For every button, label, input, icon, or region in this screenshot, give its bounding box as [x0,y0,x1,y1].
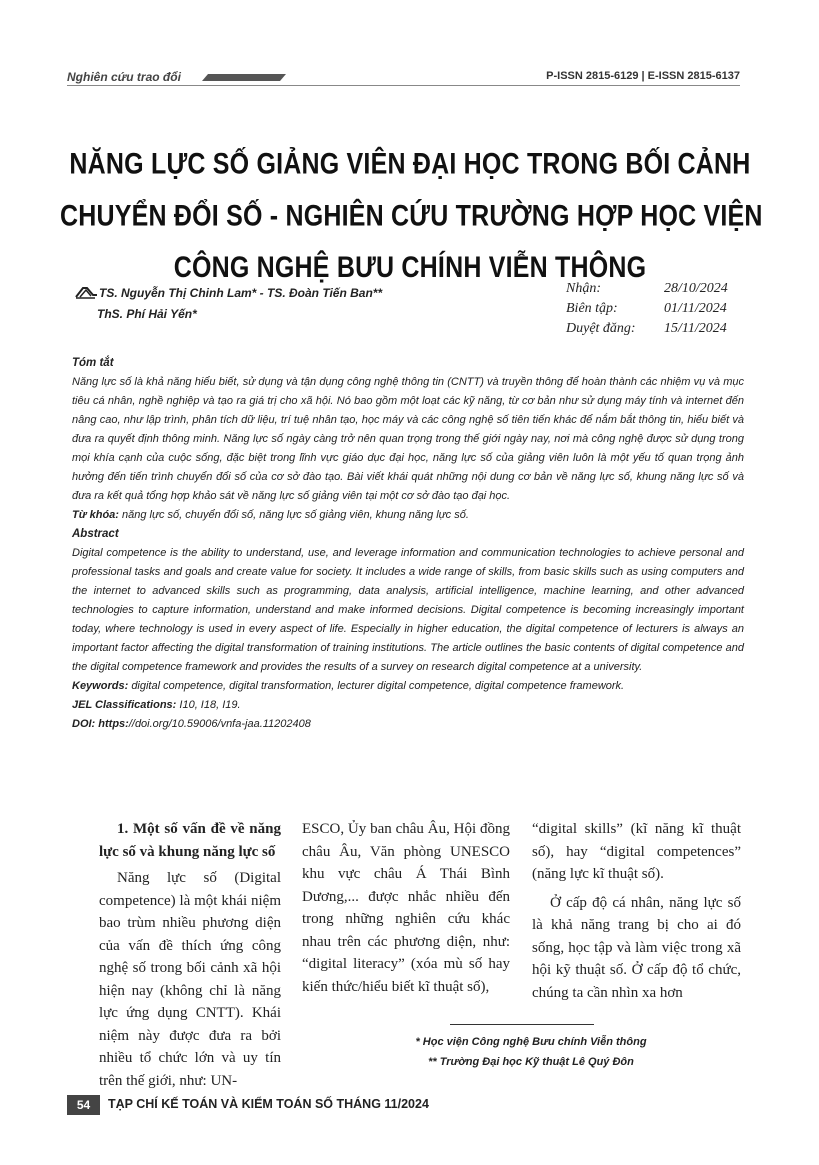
jel-classifications: JEL Classifications: I10, I18, I19. [72,699,241,711]
body-column-1 [99,818,281,1092]
doi: DOI: https://doi.org/10.59006/vnfa-jaa.11202408 [72,718,311,730]
footnote-1: * Học viện Công nghệ Bưu chính Viễn thông [415,1036,647,1048]
author-line-1: TS. Nguyễn Thị Chinh Lam* - TS. Đoàn Tiến Ban** [99,286,383,300]
date-edited: Biên tập: 01/11/2024 [566,301,727,316]
keywords-en: Keywords: digital competence, digital transformation, lecturer digital competence, digital competence framework. [72,680,625,692]
date-received: Nhận: 28/10/2024 [566,281,728,296]
date-approved: Duyệt đăng: 15/11/2024 [566,321,727,336]
body-paragraph: Ở cấp độ cá nhân, năng lực số là khả năng trang bị cho ai đó sống, học tập và làm việc trong xã hội kỹ thuật số. Ở cấp độ tổ chức, chúng ta cần nhìn xa hơn [532,894,741,1001]
abstract-vi-heading: Tóm tắt [72,357,114,369]
section-label: Nghiên cứu trao đổi [67,70,181,84]
body-column-2 [302,818,510,998]
header-rule [67,85,740,86]
footnote-rule [450,1024,594,1025]
keywords-vi: Từ khóa: năng lực số, chuyển đổi số, năng lực số giảng viên, khung năng lực số. [72,509,469,521]
pen-icon [75,285,99,299]
article-title [60,138,763,294]
issn-label: P-ISSN 2815-6129 | E-ISSN 2815-6137 [546,70,740,82]
body-paragraph: ESCO, Ủy ban châu Âu, Hội đồng châu Âu, Văn phòng UNESCO khu vực châu Á Thái Bình Dương,... được nhắc nhiều đến trong những nghiên cứu khác nhau trên các phương diện, như: “digital literacy” (xóa mù số hay kiến thức/hiểu biết kĩ thuật số), [302,821,510,995]
author-line-2: ThS. Phí Hải Yến* [97,307,197,321]
abstract-en-heading: Abstract [72,528,119,540]
footnote-2: ** Trường Đại học Kỹ thuật Lê Quý Đôn [428,1056,634,1068]
body-column-3 [532,818,741,1004]
footnotes [386,1032,676,1072]
page-number: 54 [67,1095,100,1115]
title-line-3: CÔNG NGHỆ BƯU CHÍNH VIỄN THÔNG [173,251,647,285]
section-heading: 1. Một số vấn đề về năng lực số và khung năng lực số [99,821,281,860]
author-block [75,283,382,325]
title-line-1: NĂNG LỰC SỐ GIẢNG VIÊN ĐẠI HỌC TRONG BỐI CẢNH [69,147,751,181]
date-block [566,279,728,339]
abstract-en-text: Digital competence is the ability to understand, use, and leverage information and communication technologies to achieve personal and professional tasks and goals and create value for society. It includes a wide range of skills, from basic skills such as using computers and the internet to advanced skills such as programming, data analysis, artificial intelligence, machine learning, and other advanced technologies to capture information, understand and make informed decisions. Digital competence is becoming increasingly important today, where technology is used in every aspect of life. Especially in higher education, the digital competence of lecturers is always an important factor affecting the digital transformation of training institutions. The article outlines the basic contents of digital competence and the digital competence framework and provides the results of a survey on research digital competence at a university. [72,547,744,673]
abstract-vi-text: Năng lực số là khả năng hiểu biết, sử dụng và tận dụng công nghệ thông tin (CNTT) và truyền thông để hoàn thành các nhiệm vụ và mục tiêu cá nhân, nghề nghiệp và tạo ra giá trị cho xã hội. Nó bao gồm một loạt các kỹ năng, từ cơ bản như sử dụng máy tính và internet đến nâng cao, như lập trình, phân tích dữ liệu, trí tuệ nhân tạo, học máy và các công nghệ số tiên tiến khác để nắm bắt thông tin, hiểu biết và đưa ra quyết định thông minh. Năng lực số ngày càng trở nên quan trọng trong thế giới ngày nay, nơi mà công nghệ được sử dụng trong mọi khía cạnh của cuộc sống, đặc biệt trong lĩnh vực giáo dục đại học, năng lực số của giảng viên luôn là một yếu tố quan trọng ảnh hưởng đến tiến trình chuyển đổi số của cơ sở đào tạo. Bài viết khái quát những nội dung cơ bản về năng lực số, khung năng lực số và đưa ra kết quả tổng hợp khảo sát về năng lực số giảng viên tại một cơ sở đào tạo đại học. [72,376,744,502]
header-accent-bar [202,74,286,81]
journal-name: TẠP CHÍ KẾ TOÁN VÀ KIỂM TOÁN SỐ THÁNG 11/2024 [108,1097,429,1111]
body-paragraph: Năng lực số (Digital competence) là một khái niệm bao trùm nhiều phương diện của vấn đề thích ứng công nghệ số trong bối cảnh xã hội hiện nay (không chỉ là năng lực ứng dụng CNTT). Khái niệm này được đưa ra bởi nhiều tổ chức lớn và uy tín trên thế giới, như: UN- [99,870,281,1089]
title-line-2: CHUYỂN ĐỔI SỐ - NGHIÊN CỨU TRƯỜNG HỢP HỌC VIỆN [60,199,763,233]
body-paragraph: “digital skills” (kĩ năng kĩ thuật số), hay “digital competences” (năng lực kĩ thuật số). [532,821,741,882]
abstract-block [72,354,744,734]
